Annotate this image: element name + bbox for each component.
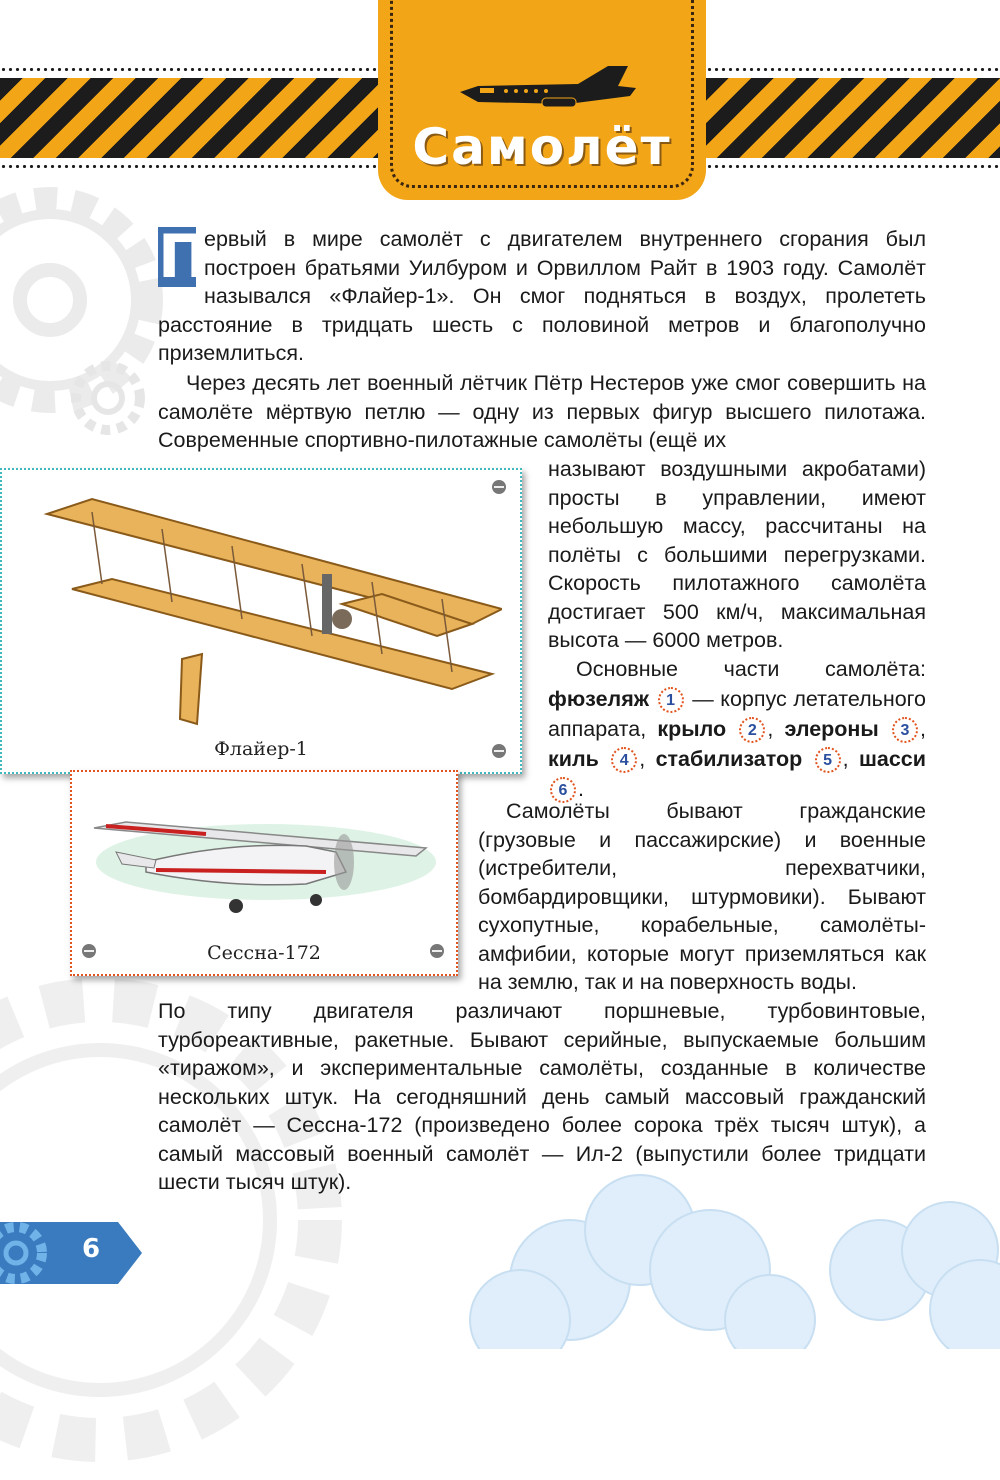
paragraph-4a-text: Самолёты бывают гражданские (грузовые и пассажирские) и военные (истребители, перехватчики, бомбардировщики, штурмовики). Бывают сухопутные, корабельные, самолёты-амфибии, которые могут приземляться как на землю, так и на поверхность воды. [478, 799, 926, 994]
header-stripe-left [0, 78, 380, 158]
part-separator: , [639, 747, 646, 771]
part-number-badge: 2 [739, 717, 765, 743]
part-number-badge: 1 [658, 687, 684, 713]
page-number: 6 [82, 1234, 101, 1264]
paragraph-4b-text: По типу двигателя различают поршневые, турбовинтовые, турбореактивные, ракетные. Бывают серийные, выпускаемые большим «тиражом», и экспериментальные самолёты, созданные в количестве нескольких штук. На сегодняшний день самый массовый гражданский самолёт — Сессна-172 (произведено более сорока трёх тысяч штук), а самый массовый военный самолёт — Ил-2 (выпустили более тридцати шести тысяч штук). [158, 999, 926, 1194]
part-number-badge: 5 [815, 747, 841, 773]
part-separator: , [842, 747, 849, 771]
paragraph-2a-text: Через десять лет военный лётчик Пётр Нестеров уже смог совершить на самолёте мёртвую петлю — одну из первых фигур высшего пилотажа. Современные спортивно-пилотажные самолёты (ещё их [158, 371, 926, 452]
part-term: киль [548, 747, 599, 771]
article-paragraph-4b [158, 997, 926, 1197]
page-title: Самолёт [412, 118, 672, 176]
article-paragraph-parts [548, 654, 926, 804]
header-stripe-right [706, 78, 1000, 158]
part-term: крыло [657, 717, 727, 741]
article-paragraph-2b [548, 455, 926, 655]
cessna-figure-card [70, 770, 458, 976]
paragraph-1-text: ервый в мире самолёт с двигателем внутреннего сгорания был построен братьями Уилбуром и Орвиллом Райт в 1903 году. Самолёт назывался «Флайер-1». Он смог подняться в воздух, пролететь расстояние в тридцать шесть с половиной метров и благополучно приземлиться. [158, 227, 926, 365]
part-term: элероны [784, 717, 879, 741]
part-number-badge: 3 [892, 717, 918, 743]
part-separator: , [767, 717, 774, 741]
part-number-badge: 6 [550, 777, 576, 803]
part-number-badge: 4 [611, 747, 637, 773]
gear-icon [0, 1222, 66, 1284]
jet-plane-icon [458, 62, 638, 114]
screw-icon [492, 480, 506, 494]
parts-intro: Основные части самолёта: [576, 657, 926, 681]
flyer-caption: Флайер-1 [214, 738, 308, 760]
drop-cap: П [158, 222, 209, 292]
part-description: — корпус летательного аппарата, [548, 687, 926, 741]
flyer-biplane-illustration [32, 484, 502, 734]
gear-decoration-icon [68, 358, 148, 438]
screw-icon [430, 944, 444, 958]
cessna-airplane-illustration [86, 802, 446, 932]
cessna-caption: Сессна-172 [207, 942, 321, 964]
article-paragraph-1 [158, 222, 926, 368]
article-paragraph-2a [158, 369, 926, 455]
screw-icon [492, 744, 506, 758]
part-term: шасси [858, 747, 926, 771]
part-term: фюзеляж [548, 687, 649, 711]
flyer-figure-card [0, 468, 522, 774]
screw-icon [82, 944, 96, 958]
part-term: стабилизатор [655, 747, 803, 771]
article-paragraph-4a [478, 797, 926, 997]
paragraph-2b-text: называют воздушными акробатами) просты в управлении, имеют небольшую массу, рассчитаны на полёты с большими перегрузками. Скорость пилотажного самолёта достигает 500 км/ч, максимальная высота — 6000 метров. [548, 457, 926, 652]
part-separator: . [578, 777, 584, 801]
part-separator: , [919, 717, 926, 741]
